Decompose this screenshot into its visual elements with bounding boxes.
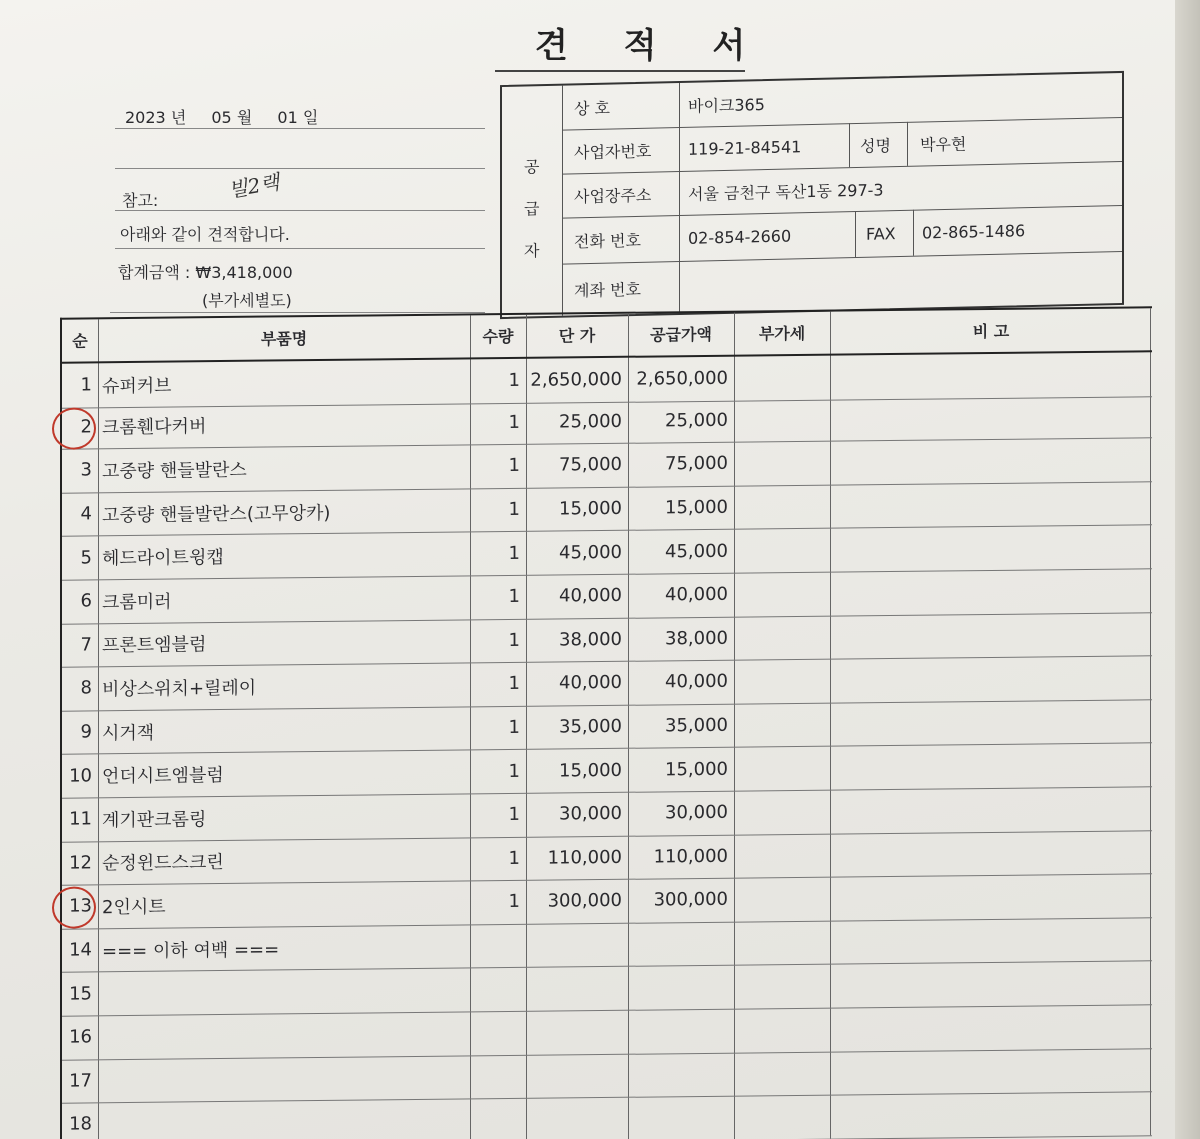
part-name: [102, 1055, 468, 1102]
quantity: 1: [508, 760, 520, 782]
unit-price: [526, 1053, 628, 1098]
part-name: 슈퍼커브: [102, 375, 172, 398]
header-vat: 부가세: [758, 323, 806, 343]
row-number: 7: [80, 634, 92, 656]
supply-amount: 75,000: [665, 453, 728, 475]
quantity: 1: [508, 498, 520, 521]
divider: [115, 168, 485, 169]
unit-price: [526, 923, 628, 968]
part-name: 순정윈드스크린: [102, 852, 224, 875]
part-name: 2인시트: [102, 896, 166, 919]
unit-price: 45,000: [559, 541, 622, 564]
name-value: 박우현: [920, 133, 967, 155]
unit-price: [526, 1010, 628, 1055]
divider: [115, 248, 485, 249]
divider: [115, 128, 485, 129]
phone-value: 02-854-2660: [680, 211, 856, 261]
phone-label: 전화 번호: [562, 215, 680, 264]
part-name: 고중량 핸들발란스(고무앙카): [102, 502, 331, 526]
quantity: 1: [508, 542, 520, 564]
quantity: 1: [508, 586, 520, 608]
part-name: 고중량 핸들발란스: [102, 459, 247, 483]
date-year-unit: 년: [170, 108, 187, 127]
supply-amount: 300,000: [653, 889, 728, 911]
row-number: 16: [69, 1026, 92, 1048]
reference-label: 참고:: [122, 191, 159, 210]
quantity: [470, 1011, 526, 1055]
name-label: 성명: [850, 122, 908, 167]
company-value: 바이크365: [688, 94, 765, 116]
quantity: [470, 924, 526, 968]
total-amount: 합계금액 : ₩3,418,000: [118, 263, 293, 282]
address-label: 사업장주소: [562, 171, 680, 218]
side-char: 공: [524, 157, 540, 177]
row-number: 11: [69, 808, 92, 830]
supply-amount: 110,000: [653, 845, 728, 868]
unit-price: 75,000: [559, 454, 622, 476]
quantity: 1: [508, 455, 520, 477]
header-supply-amount: 공급가액: [650, 324, 712, 345]
quantity: 1: [508, 411, 520, 433]
vat-note: (부가세별도): [202, 291, 292, 310]
supply-amount: 35,000: [665, 714, 728, 737]
row-number: 14: [69, 939, 92, 961]
row-number: 4: [80, 503, 92, 525]
row-number: 9: [80, 721, 92, 743]
quantity: 1: [508, 891, 520, 913]
row-number: 5: [80, 547, 92, 569]
part-name: 프론트엠블럼: [102, 634, 207, 657]
header-no: 순: [72, 330, 88, 351]
row-number: 13: [69, 895, 92, 918]
supply-amount: 40,000: [665, 584, 728, 606]
quantity: 1: [508, 716, 520, 739]
quantity: 1: [508, 847, 520, 869]
row-number: 18: [69, 1113, 92, 1136]
title-underline: [495, 70, 745, 72]
biz-no-label: 사업자번호: [562, 127, 680, 174]
row-number: 15: [69, 983, 92, 1005]
supply-amount: [628, 1009, 734, 1054]
row-number: 2: [80, 416, 92, 438]
supplier-box: [500, 71, 1124, 319]
row-number: 17: [69, 1070, 92, 1092]
row-number: 10: [69, 765, 92, 787]
unit-price: [526, 1097, 628, 1139]
row-number: 6: [80, 590, 92, 612]
supplier-side-label: [502, 86, 563, 317]
fax-value: 02-865-1486: [922, 220, 1026, 243]
quantity: [470, 1054, 526, 1098]
unit-price: 2,650,000: [530, 369, 622, 392]
part-name: 크롬미러: [102, 591, 172, 614]
address-value: 서울 금천구 독산1동 297-3: [688, 179, 884, 204]
red-circle-mark: [52, 407, 96, 449]
quantity: [470, 967, 526, 1011]
header-remarks: 비 고: [972, 321, 1010, 341]
part-name: 헤드라이트윙캡: [102, 547, 224, 570]
supply-amount: 2,650,000: [636, 368, 728, 390]
supply-amount: [628, 921, 734, 966]
unit-price: 110,000: [547, 846, 622, 869]
supply-amount: 40,000: [665, 671, 728, 693]
row-number: 1: [80, 374, 92, 396]
unit-price: 15,000: [559, 759, 622, 782]
divider: [115, 210, 485, 211]
date-month: 05: [211, 108, 232, 127]
unit-price: [526, 966, 628, 1011]
unit-price: 40,000: [559, 672, 622, 694]
part-name: === 이하 여백 ===: [102, 939, 280, 962]
unit-price: 300,000: [547, 890, 622, 913]
document-title: 견 적 서: [535, 26, 768, 66]
side-char: 자: [524, 241, 540, 261]
background-stack-edge: [1175, 0, 1200, 1139]
header-qty: 수량: [482, 326, 514, 346]
supply-amount: [628, 1052, 734, 1097]
unit-price: 40,000: [559, 585, 622, 607]
header-part-name: 부품명: [260, 328, 308, 349]
unit-price: 25,000: [559, 410, 622, 433]
supply-amount: 45,000: [665, 540, 728, 563]
quantity: 1: [508, 804, 520, 826]
intro-text: 아래와 같이 견적합니다.: [120, 225, 290, 244]
unit-price: 15,000: [559, 497, 622, 520]
part-name: [102, 1099, 468, 1139]
quantity: 1: [508, 673, 520, 695]
quantity: [470, 1098, 526, 1139]
supply-amount: 15,000: [665, 758, 728, 781]
issue-date: [125, 105, 318, 128]
date-day: 01: [277, 108, 298, 127]
biz-no-value: 119-21-84541: [680, 123, 850, 171]
quantity: 1: [508, 629, 520, 651]
date-day-unit: 일: [302, 108, 319, 127]
divider: [110, 312, 485, 313]
items-table: [60, 306, 1152, 1139]
fax-label: FAX: [856, 210, 914, 257]
account-value: [680, 251, 1122, 313]
date-month-unit: 월: [236, 108, 253, 127]
part-name: 계기판크롬링: [102, 808, 207, 832]
part-name: 비상스위치+릴레이: [102, 677, 257, 701]
supply-amount: 30,000: [665, 802, 728, 824]
row-number: 3: [80, 459, 92, 481]
unit-price: 30,000: [559, 803, 622, 825]
unit-price: 35,000: [559, 715, 622, 738]
date-year: 2023: [125, 108, 166, 127]
part-name: 시거잭: [102, 722, 155, 744]
part-name: [102, 968, 468, 1015]
company-label: 상 호: [562, 83, 680, 130]
part-name: [102, 1011, 468, 1058]
unit-price: 38,000: [559, 628, 622, 651]
side-char: 급: [524, 199, 540, 219]
supply-amount: 38,000: [665, 627, 728, 650]
part-name: 언더시트엠블럼: [102, 765, 224, 788]
part-name: 크롬휀다커버: [102, 416, 207, 439]
supply-amount: 15,000: [665, 496, 728, 519]
row-number: 12: [69, 852, 92, 874]
account-label: 계좌 번호: [562, 261, 680, 316]
header-unit-price: 단 가: [558, 325, 596, 345]
row-number: 8: [80, 677, 92, 699]
supply-amount: [628, 965, 734, 1010]
supply-amount: 25,000: [665, 409, 728, 432]
quantity: 1: [508, 370, 520, 392]
handwritten-note: 빌2랙: [226, 169, 282, 203]
supply-amount: [628, 1096, 734, 1139]
